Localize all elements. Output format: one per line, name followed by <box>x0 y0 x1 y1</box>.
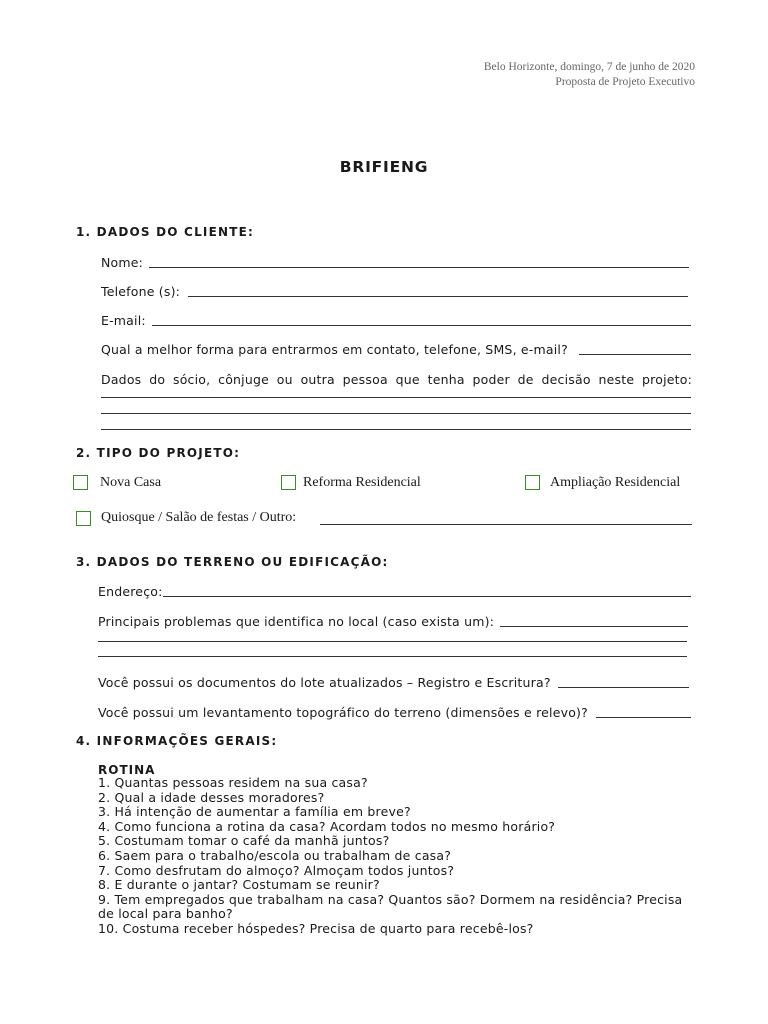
section-4-heading: 4. INFORMAÇÕES GERAIS: <box>76 734 278 748</box>
problemas-field-3[interactable] <box>98 656 687 657</box>
problemas-field-2[interactable] <box>98 641 687 642</box>
checkbox-quiosque[interactable] <box>76 511 91 526</box>
endereco-label: Endereço: <box>98 584 163 599</box>
socio-field-3[interactable] <box>101 429 691 430</box>
levantamento-label: Você possui um levantamento topográfico do terreno (dimensões e relevo)? <box>98 705 588 720</box>
socio-label: Dados do sócio, cônjuge ou outra pessoa que tenha poder de decisão neste projeto: <box>101 372 692 387</box>
section-1-heading: 1. DADOS DO CLIENTE: <box>76 225 254 239</box>
problemas-field-1[interactable] <box>500 626 688 627</box>
list-item: 4. Como funciona a rotina da casa? Acordam todos no mesmo horário? <box>98 818 556 834</box>
email-field[interactable] <box>152 325 691 326</box>
outro-field[interactable] <box>320 524 692 525</box>
list-item: 1. Quantas pessoas residem na sua casa? <box>98 775 368 790</box>
problemas-label: Principais problemas que identifica no local (caso exista um): <box>98 614 495 629</box>
nome-field[interactable] <box>149 267 689 268</box>
header-date: Belo Horizonte, domingo, 7 de junho de 2020 <box>483 61 695 73</box>
checkbox-nova-casa[interactable] <box>73 475 88 490</box>
documentos-field[interactable] <box>558 687 689 688</box>
documentos-label: Você possui os documentos do lote atualizados – Registro e Escritura? <box>98 675 551 690</box>
list-item: 8. E durante o jantar? Costumam se reunir? <box>98 877 380 893</box>
nome-label: Nome: <box>101 255 144 270</box>
section-3-heading: 3. DADOS DO TERRENO OU EDIFICAÇÃO: <box>76 555 389 569</box>
header-subtitle: Proposta de Projeto Executivo <box>555 76 695 88</box>
list-item: 5. Costumam tomar o café da manhã juntos? <box>98 833 390 849</box>
checkbox-reforma[interactable] <box>281 475 296 490</box>
levantamento-field[interactable] <box>596 717 691 718</box>
rotina-heading: ROTINA <box>98 763 156 777</box>
email-label: E-mail: <box>101 313 146 328</box>
list-item: 2. Qual a idade desses moradores? <box>98 789 325 805</box>
list-item: 3. Há intenção de aumentar a família em breve? <box>98 804 411 820</box>
checkbox-ampliacao[interactable] <box>525 475 540 490</box>
telefone-label: Telefone (s): <box>101 284 181 299</box>
option-quiosque: Quiosque / Salão de festas / Outro: <box>101 510 297 525</box>
socio-field-2[interactable] <box>101 413 691 414</box>
list-item: 6. Saem para o trabalho/escola ou trabalham de casa? <box>98 847 452 863</box>
list-item: 7. Como desfrutam do almoço? Almoçam todos juntos? <box>98 862 455 878</box>
rotina-list <box>98 776 682 937</box>
contato-field[interactable] <box>579 354 691 355</box>
option-nova-casa: Nova Casa <box>100 475 162 490</box>
option-reforma: Reforma Residencial <box>303 475 421 490</box>
endereco-field[interactable] <box>163 596 691 597</box>
telefone-field[interactable] <box>188 296 688 297</box>
list-item: 9. Tem empregados que trabalham na casa? Quantos são? Dormem na residência? Precisa <box>98 891 683 907</box>
section-2-heading: 2. TIPO DO PROJETO: <box>76 446 241 460</box>
socio-field-1[interactable] <box>101 397 691 398</box>
document-title: BRIFIENG <box>339 158 429 176</box>
contato-label: Qual a melhor forma para entrarmos em contato, telefone, SMS, e-mail? <box>101 342 568 357</box>
list-item: de local para banho? <box>98 906 233 922</box>
list-item: 10. Costuma receber hóspedes? Precisa de quarto para recebê-los? <box>98 920 534 936</box>
option-ampliacao: Ampliação Residencial <box>550 475 681 490</box>
